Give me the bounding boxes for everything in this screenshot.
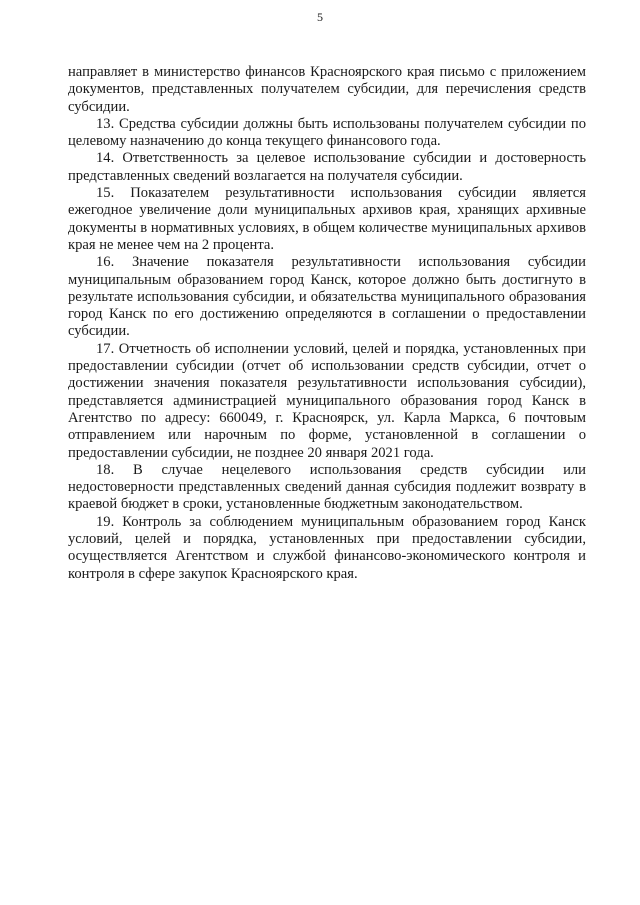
- paragraph-continuation: направляет в министерство финансов Красноярского края письмо с приложением документов, представленных получателем субсидии, для перечисления средств субсидии.: [68, 64, 586, 115]
- paragraph-13: 13. Средства субсидии должны быть использованы получателем субсидии по целевому назначению до конца текущего финансового года.: [68, 115, 586, 150]
- page-number: 5: [317, 10, 323, 24]
- paragraph-19: 19. Контроль за соблюдением муниципальным образованием город Канск условий, целей и порядка, установленных при предоставлении субсидии, осуществляется Агентством и службой финансово-экономического контроля и контроля в сфере закупок Красноярского края.: [68, 513, 586, 582]
- paragraph-16: 16. Значение показателя результативности использования субсидии муниципальным образованием город Канск, которое должно быть достигнуто в результате использования субсидии, и обязательства муниципального образования город Канск по его достижению определяются в соглашении о предоставлении субсидии.: [68, 254, 586, 340]
- paragraph-17: 17. Отчетность об исполнении условий, целей и порядка, установленных при предоставлении субсидии (отчет об использовании средств субсидии, отчет о достижении значения показателя результативности использования субсидии), представляется администрацией муниципального образования город Канск в Агентство по адресу: 660049, г. Красноярск, ул. Карла Маркса, 6 почтовым отправлением или нарочным по форме, установленной в соглашении о предоставлении субсидии, не позднее 20 января 2021 года.: [68, 340, 586, 461]
- paragraph-14: 14. Ответственность за целевое использование субсидии и достоверность представленных сведений возлагается на получателя субсидии.: [68, 150, 586, 184]
- document-body: [68, 64, 586, 583]
- paragraph-15: 15. Показателем результативности использования субсидии является ежегодное увеличение доли муниципальных архивов края, хранящих архивные документы в нормативных условиях, в общем количестве муниципальных архивов края не менее чем на 2 процента.: [68, 185, 586, 253]
- paragraph-18: 18. В случае нецелевого использования средств субсидии или недостоверности представленных сведений данная субсидия подлежит возврату в краевой бюджет в сроки, установленные бюджетным законодательством.: [68, 461, 586, 513]
